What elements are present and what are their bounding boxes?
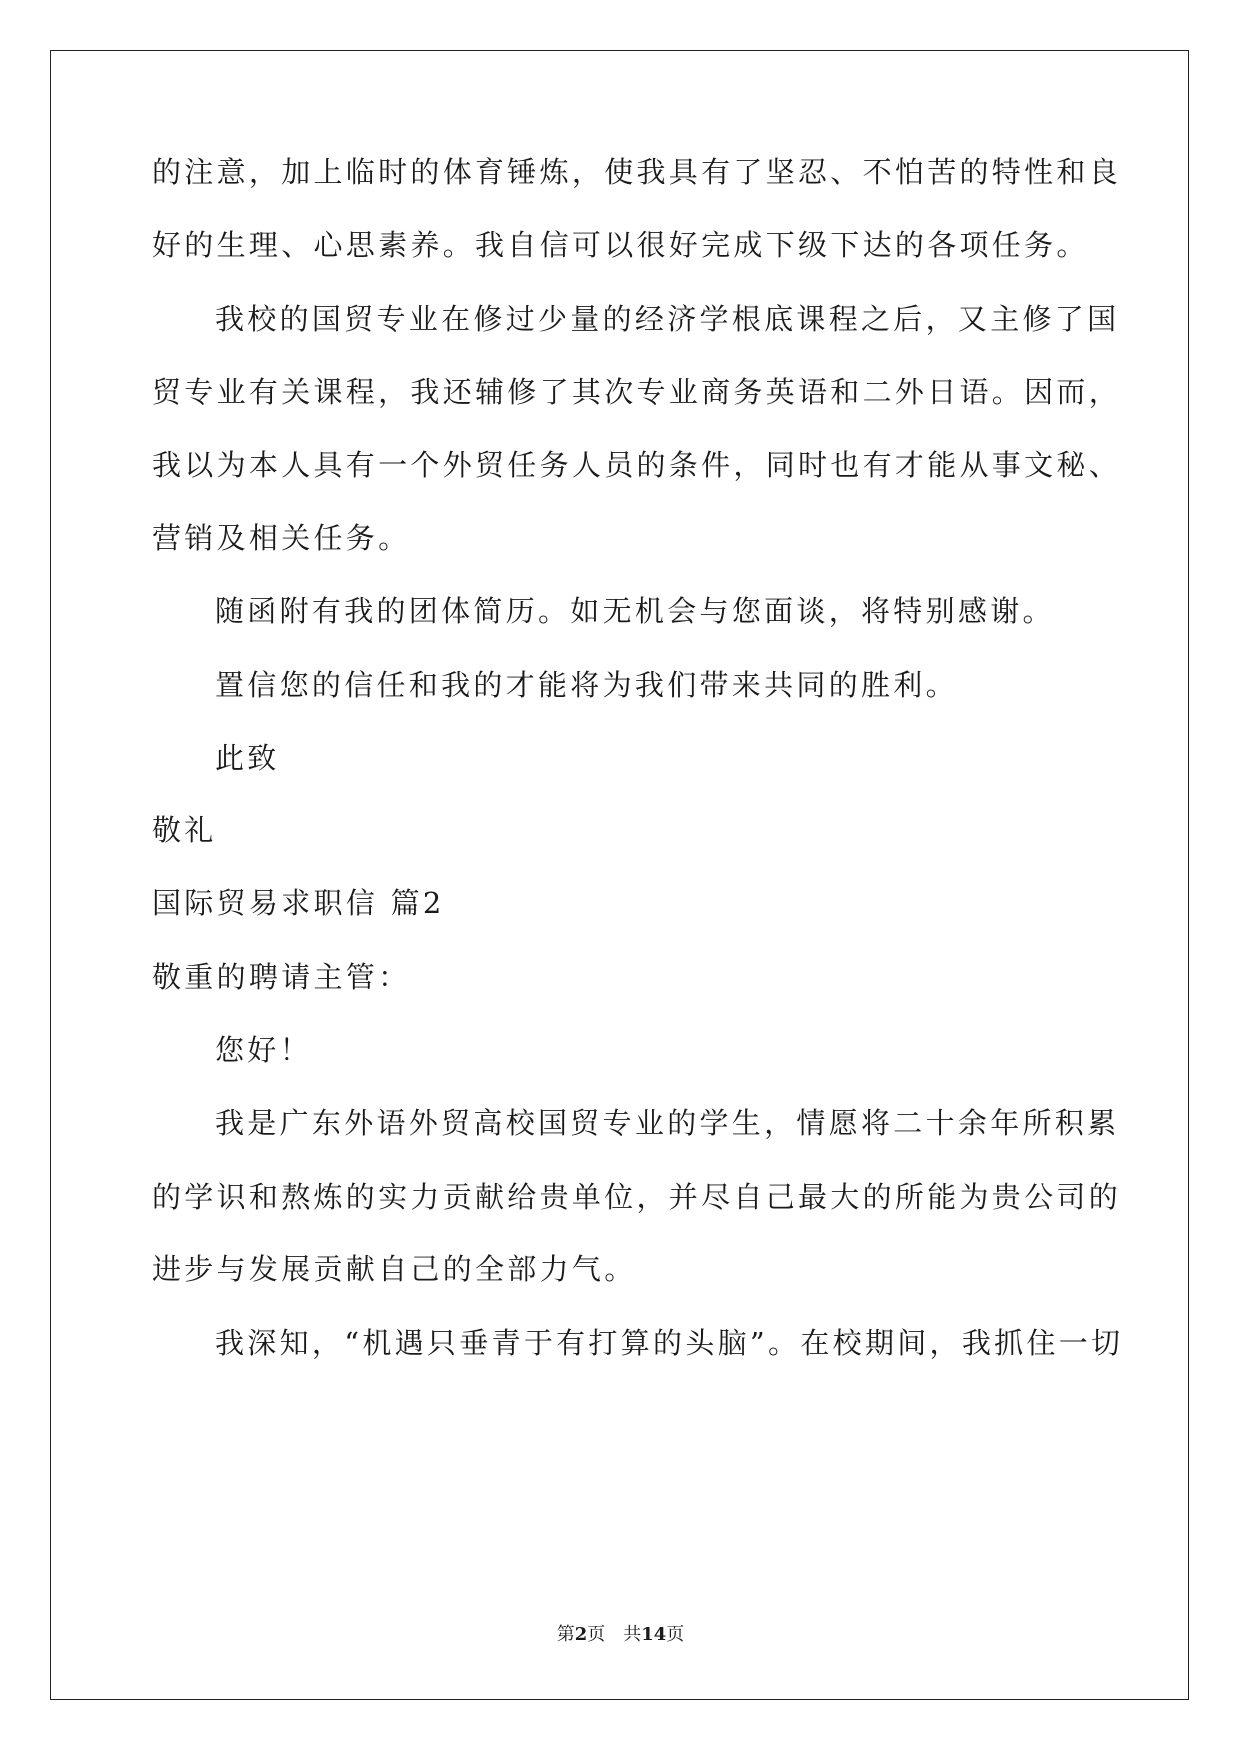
text-line: 进步与发展贡献自己的全部力气。 xyxy=(152,1252,637,1286)
text-line: 我以为本人具有一个外贸任务人员的条件，同时也有才能从事文秘、 xyxy=(152,448,1122,482)
text-line: 的学识和熬炼的实力贡献给贵单位，并尽自己最大的所能为贵公司的 xyxy=(152,1180,1122,1214)
text-line: 随函附有我的团体简历。如无机会与您面谈，将特别感谢。 xyxy=(215,594,1055,628)
page-mid: 页 共 xyxy=(587,1624,642,1645)
text-line: 的注意，加上临时的体育锤炼，使我具有了坚忍、不怕苦的特性和良 xyxy=(152,155,1122,189)
text-line: 我是广东外语外贸高校国贸专业的学生，情愿将二十余年所积累 xyxy=(215,1106,1120,1140)
text-line: 好的生理、心思素养。我自信可以很好完成下级下达的各项任务。 xyxy=(152,228,1089,262)
salutation-regards: 敬礼 xyxy=(152,813,217,847)
page-footer xyxy=(0,1623,1241,1647)
page-total: 14 xyxy=(641,1624,667,1645)
text-line: 我深知，“机遇只垂青于有打算的头脑”。在校期间，我抓住一切 xyxy=(215,1326,1124,1360)
page-prefix: 第 xyxy=(556,1624,575,1645)
page-suffix: 页 xyxy=(666,1624,685,1645)
letter-greeting: 敬重的聘请主管： xyxy=(152,960,411,994)
text-line: 我校的国贸专业在修过少量的经济学根底课程之后，又主修了国 xyxy=(215,302,1120,336)
page-current: 2 xyxy=(574,1624,588,1645)
text-line: 营销及相关任务。 xyxy=(152,521,411,555)
text-line: 置信您的信任和我的才能将为我们带来共同的胜利。 xyxy=(215,668,958,702)
section-heading: 国际贸易求职信 篇2 xyxy=(152,886,445,920)
text-line: 贸专业有关课程，我还辅修了其次专业商务英语和二外日语。因而， xyxy=(152,375,1122,409)
page-border xyxy=(50,50,1189,1700)
salutation-closing: 此致 xyxy=(215,741,280,775)
letter-hello: 您好！ xyxy=(215,1033,312,1067)
